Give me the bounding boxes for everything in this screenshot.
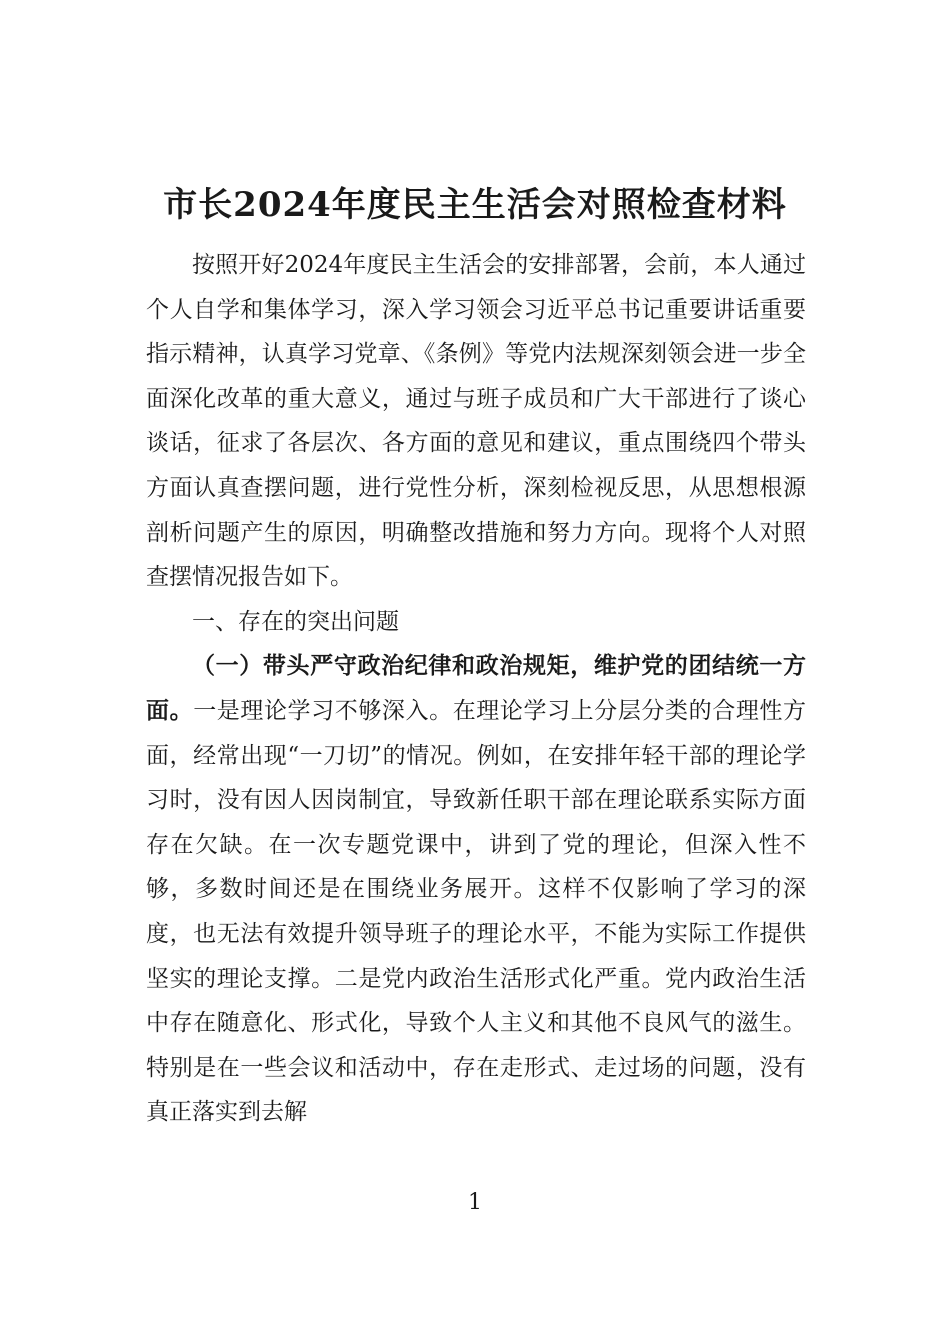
subsection-paragraph	[146, 644, 806, 1135]
subsection-body: 一是理论学习不够深入。在理论学习上分层分类的合理性方面，经常出现“一刀切”的情况。例如，在安排年轻干部的理论学习时，没有因人因岗制宜，导致新任职干部在理论联系实际方面存在欠缺。在一次专题党课中，讲到了党的理论，但深入性不够，多数时间还是在围绕业务展开。这样不仅影响了学习的深度，也无法有效提升领导班子的理论水平，不能为实际工作提供坚实的理论支撑。二是党内政治生活形式化严重。党内政治生活中存在随意化、形式化，导致个人主义和其他不良风气的滋生。特别是在一些会议和活动中，存在走形式、走过场的问题，没有真正落实到去解	[146, 697, 807, 1126]
intro-paragraph: 按照开好2024年度民主生活会的安排部署，会前，本人通过个人自学和集体学习，深入学习领会习近平总书记重要讲话重要指示精神，认真学习党章、《条例》等党内法规深刻领会进一步全面深化改革的重大意义，通过与班子成员和广大干部进行了谈心谈话，征求了各层次、各方面的意见和建议，重点围绕四个带头方面认真查摆问题，进行党性分析，深刻检视反思，从思想根源剖析问题产生的原因，明确整改措施和努力方向。现将个人对照查摆情况报告如下。	[146, 252, 806, 591]
document-body	[146, 243, 806, 1135]
page-number: 1	[468, 1190, 482, 1215]
subsection-heading: （一）带头严守政治纪律和政治规矩，维护党的团结统一方面。	[146, 652, 806, 724]
document-title: 市长2024年度民主生活会对照检查材料	[163, 185, 787, 225]
section-heading: 一、存在的突出问题	[192, 608, 399, 635]
